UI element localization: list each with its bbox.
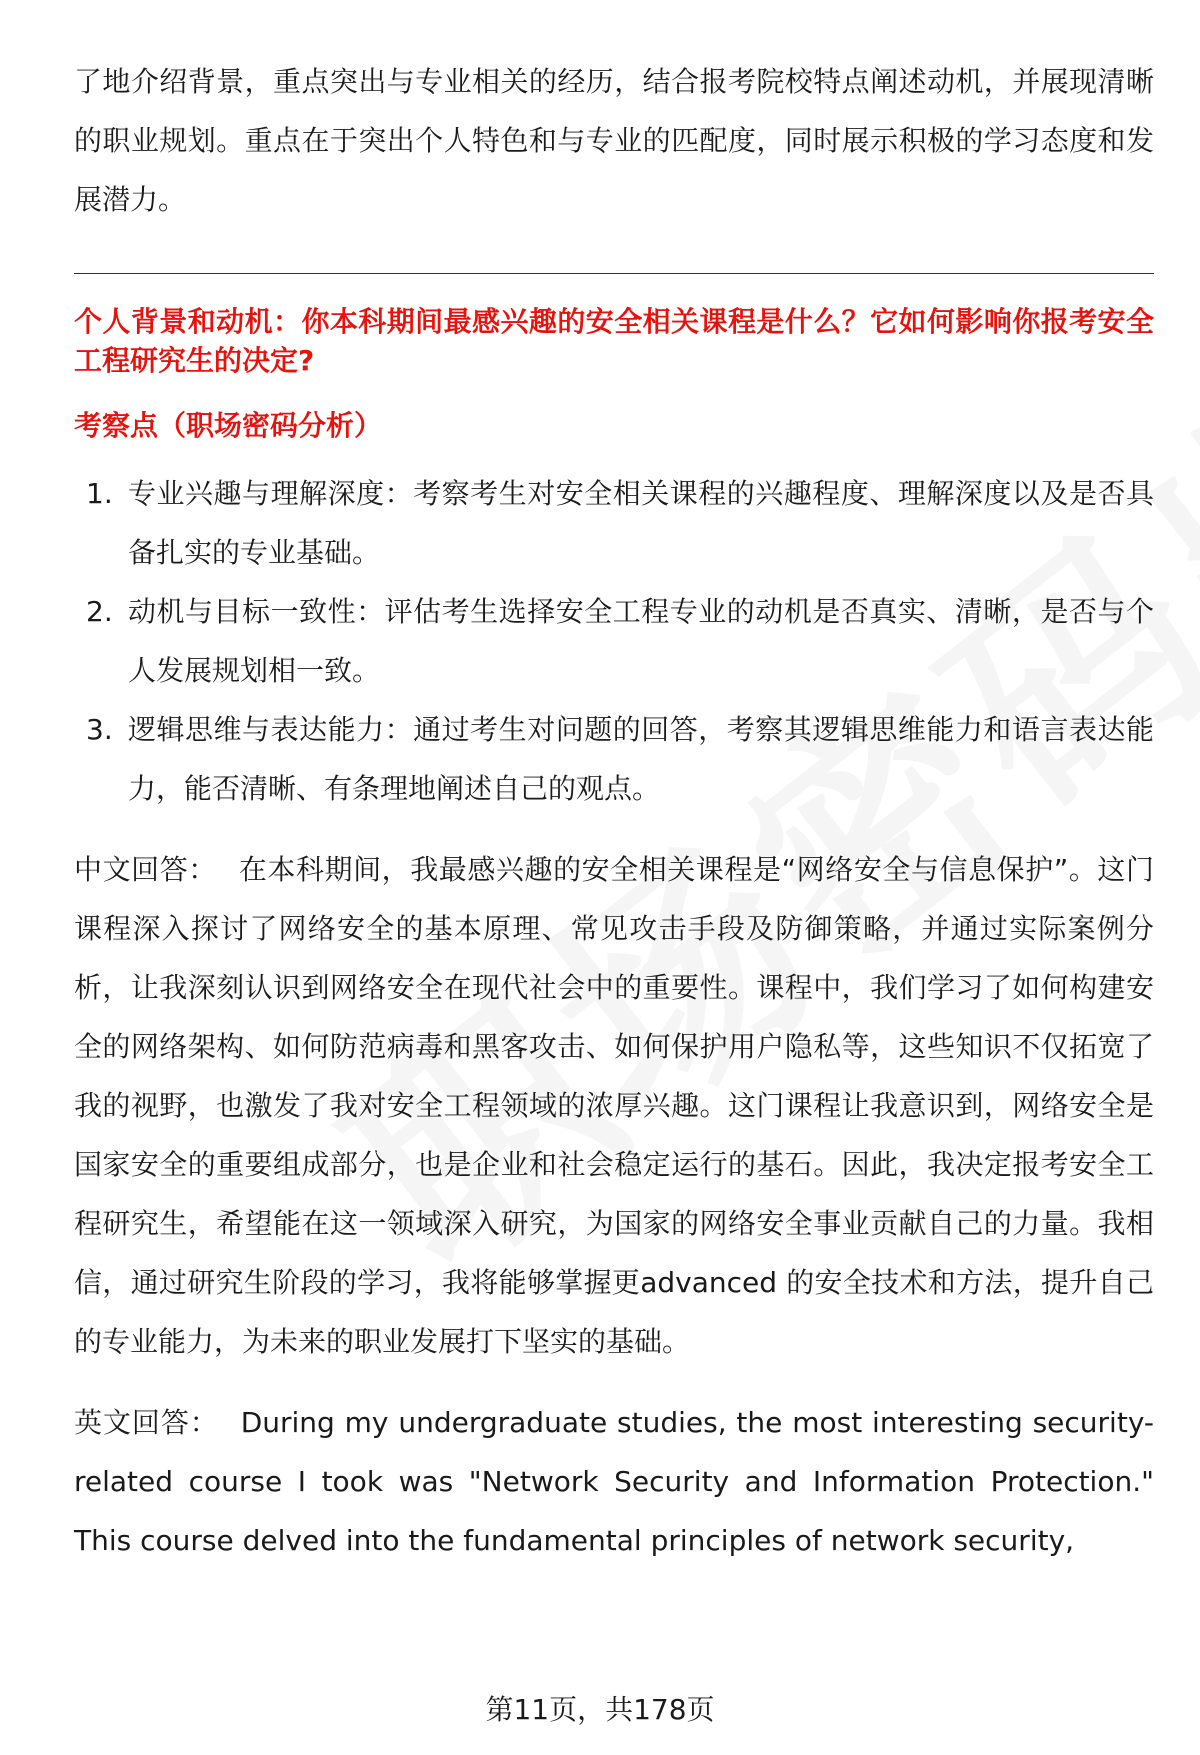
english-answer-label: 英文回答： [74,1406,219,1439]
list-item-number: 1. [86,477,113,510]
points-list [74,464,1154,818]
list-item-text: 专业兴趣与理解深度：考察考生对安全相关课程的兴趣程度、理解深度以及是否具备扎实的专业基础。 [128,477,1154,569]
question-heading: 个人背景和动机：你本科期间最感兴趣的安全相关课程是什么？它如何影响你报考安全工程研究生的决定? [74,305,1154,377]
list-item [74,700,1154,818]
divider [74,273,1154,274]
section-title: 考察点（职场密码分析） [74,409,383,442]
page-footer: 第11页，共178页 [485,1693,715,1726]
list-item-text: 动机与目标一致性：评估考生选择安全工程专业的动机是否真实、清晰，是否与个人发展规划相一致。 [128,595,1154,687]
english-answer-text: During my undergraduate studies, the most interesting security-related course I took was "Network Security and Information Protection." This course delved into the fundamental principles of network security, [74,1406,1154,1557]
chinese-answer [74,840,1154,1371]
list-item-number: 3. [86,713,113,746]
list-item-text: 逻辑思维与表达能力：通过考生对问题的回答，考察其逻辑思维能力和语言表达能力，能否清晰、有条理地阐述自己的观点。 [128,713,1154,805]
intro-paragraph: 了地介绍背景，重点突出与专业相关的经历，结合报考院校特点阐述动机，并展现清晰的职业规划。重点在于突出个人特色和与专业的匹配度，同时展示积极的学习态度和发展潜力。 [74,65,1154,216]
chinese-answer-label: 中文回答： [74,853,217,886]
list-item [74,464,1154,582]
list-item [74,582,1154,700]
english-answer [74,1393,1154,1570]
chinese-answer-text: 在本科期间，我最感兴趣的安全相关课程是“网络安全与信息保护”。这门课程深入探讨了网络安全的基本原理、常见攻击手段及防御策略，并通过实际案例分析，让我深刻认识到网络安全在现代社会中的重要性。课程中，我们学习了如何构建安全的网络架构、如何防范病毒和黑客攻击、如何保护用户隐私等，这些知识不仅拓宽了我的视野，也激发了我对安全工程领域的浓厚兴趣。这门课程让我意识到，网络安全是国家安全的重要组成部分，也是企业和社会稳定运行的基石。因此，我决定报考安全工程研究生，希望能在这一领域深入研究，为国家的网络安全事业贡献自己的力量。我相信，通过研究生阶段的学习，我将能够掌握更advanced 的安全技术和方法，提升自己的专业能力，为未来的职业发展打下坚实的基础。 [74,853,1154,1358]
document-page [74,52,1154,1570]
list-item-number: 2. [86,595,113,628]
